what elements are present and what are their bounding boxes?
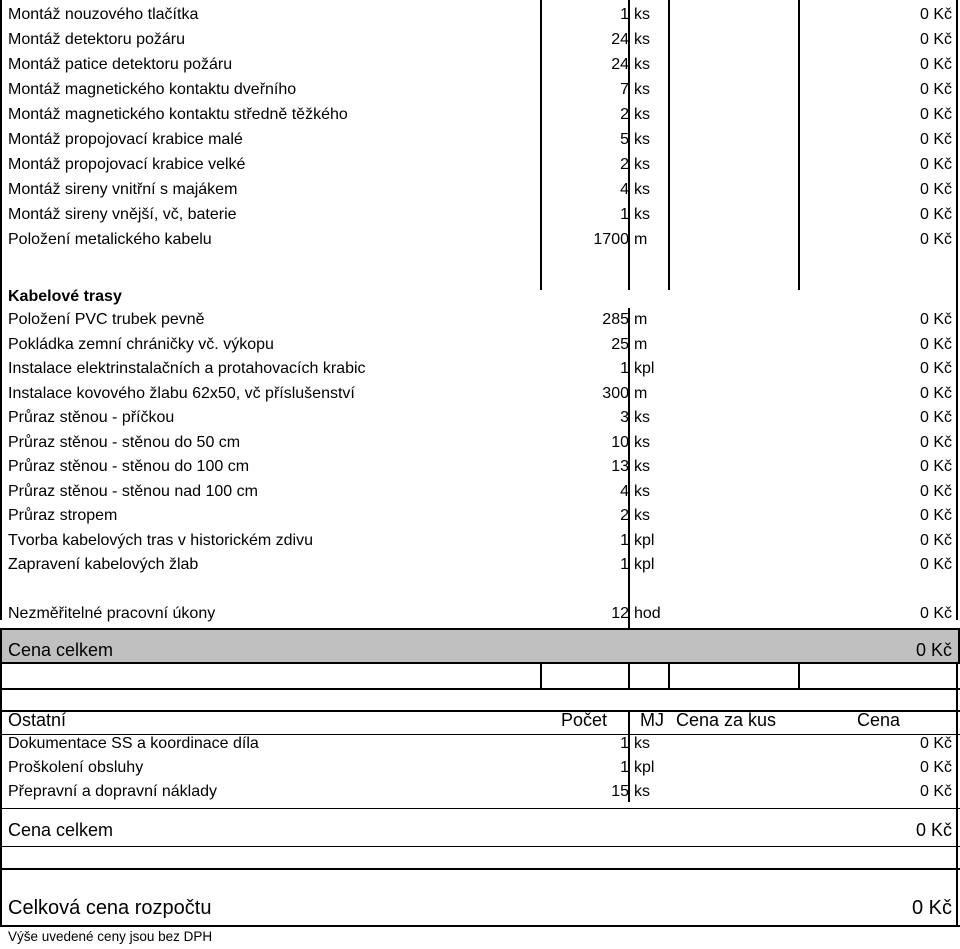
item-qty: 12 — [611, 605, 629, 622]
item-price: 0 Kč — [919, 311, 952, 328]
item-qty: 1 — [620, 6, 629, 23]
table-row — [0, 181, 960, 206]
item-unit: ks — [634, 507, 650, 524]
item-price: 0 Kč — [919, 409, 952, 426]
total-value: 0 Kč — [915, 820, 952, 840]
item-unit: m — [634, 311, 648, 328]
item-price: 0 Kč — [919, 181, 952, 198]
item-unit: kpl — [634, 759, 655, 776]
item-name: Montáž patice detektoru požáru — [8, 56, 233, 73]
item-price: 0 Kč — [919, 156, 952, 173]
total-row — [0, 820, 960, 844]
item-name: Instalace kovového žlabu 62x50, vč příslušenství — [8, 384, 355, 402]
item-name: Přepravní a dopravní náklady — [8, 783, 218, 800]
item-name: Montáž propojovací krabice velké — [8, 156, 246, 173]
total-label: Cena celkem — [8, 640, 114, 660]
item-unit: hod — [634, 605, 661, 622]
item-qty: 25 — [611, 335, 629, 353]
table-row — [0, 556, 960, 581]
table-row — [0, 131, 960, 156]
item-price: 0 Kč — [919, 458, 952, 475]
item-price: 0 Kč — [919, 81, 952, 98]
item-unit: ks — [634, 56, 650, 73]
item-name: Montáž propojovací krabice malé — [8, 131, 243, 148]
table-row — [0, 56, 960, 81]
table-row — [0, 483, 960, 508]
item-name: Montáž sireny vnitřní s majákem — [8, 181, 238, 198]
item-name: Tvorba kabelových tras v historickém zdivu — [8, 531, 313, 549]
item-price: 0 Kč — [919, 384, 952, 402]
table-row — [0, 360, 960, 385]
item-unit: ks — [634, 482, 650, 500]
divider — [0, 925, 960, 927]
item-qty: 1 — [620, 735, 629, 752]
total-value: 0 Kč — [915, 640, 952, 660]
item-unit: ks — [634, 6, 650, 23]
table-row — [0, 532, 960, 557]
item-price: 0 Kč — [919, 6, 952, 23]
item-unit: ks — [634, 131, 650, 148]
column-rule — [798, 664, 800, 688]
item-price: 0 Kč — [919, 735, 952, 752]
grand-total-label: Celková cena rozpočtu — [8, 897, 212, 919]
item-qty: 1 — [620, 759, 629, 776]
table-row — [0, 231, 960, 256]
column-rule — [540, 664, 542, 688]
item-unit: ks — [634, 31, 650, 48]
table-row — [0, 783, 960, 807]
item-name: Montáž detektoru požáru — [8, 31, 185, 48]
item-qty: 13 — [611, 458, 629, 475]
item-name: Montáž nouzového tlačítka — [8, 6, 199, 23]
item-price: 0 Kč — [919, 531, 952, 549]
table-row — [0, 31, 960, 56]
item-qty: 2 — [620, 156, 629, 173]
divider — [0, 846, 960, 847]
item-name: Proškolení obsluhy — [8, 759, 144, 776]
item-price: 0 Kč — [919, 335, 952, 353]
item-name: Montáž magnetického kontaktu středně těžkého — [8, 106, 348, 123]
grand-total-value: 0 Kč — [911, 897, 952, 919]
column-rule — [0, 664, 2, 712]
item-unit: m — [634, 384, 648, 402]
item-unit: ks — [634, 206, 650, 223]
item-price: 0 Kč — [919, 206, 952, 223]
item-unit: ks — [634, 783, 650, 800]
table-row — [0, 409, 960, 434]
item-price: 0 Kč — [919, 759, 952, 776]
item-qty: 1 — [620, 360, 629, 377]
item-unit: ks — [634, 433, 650, 451]
item-qty: 24 — [611, 56, 629, 73]
item-name: Průraz stěnou - stěnou do 100 cm — [8, 458, 250, 475]
item-price: 0 Kč — [919, 605, 952, 622]
table-row — [0, 434, 960, 459]
table-row — [0, 605, 960, 627]
item-unit: ks — [634, 458, 650, 475]
item-unit: ks — [634, 106, 650, 123]
item-price: 0 Kč — [919, 433, 952, 451]
item-qty: 1 — [620, 531, 629, 549]
item-unit: ks — [634, 181, 650, 198]
header-row — [0, 710, 960, 734]
item-unit: ks — [634, 156, 650, 173]
item-unit: kpl — [634, 531, 655, 549]
item-qty: 15 — [611, 783, 629, 800]
column-rule — [668, 664, 670, 688]
item-name: Nezměřitelné pracovní úkony — [8, 605, 216, 622]
item-qty: 1700 — [593, 231, 629, 248]
item-name: Průraz stěnou - stěnou nad 100 cm — [8, 482, 258, 500]
vat-note: Výše uvedené ceny jsou bez DPH — [8, 929, 213, 944]
column-rule — [956, 664, 958, 712]
item-unit: m — [634, 335, 648, 353]
table-row — [0, 6, 960, 31]
table-row — [0, 385, 960, 410]
divider — [0, 688, 960, 690]
item-unit: ks — [634, 409, 650, 426]
table-row — [0, 106, 960, 131]
item-qty: 1 — [620, 556, 629, 573]
item-unit: kpl — [634, 360, 655, 377]
item-price: 0 Kč — [919, 106, 952, 123]
item-name: Pokládka zemní chráničky vč. výkopu — [8, 335, 274, 353]
table-row — [0, 206, 960, 231]
column-rule — [628, 664, 630, 688]
item-qty: 5 — [620, 131, 629, 148]
item-qty: 1 — [620, 206, 629, 223]
col-header-unit-price: Cena za kus — [676, 710, 777, 730]
item-price: 0 Kč — [919, 360, 952, 377]
table-row — [0, 336, 960, 361]
table-row — [0, 507, 960, 532]
item-name: Instalace elektrinstalačních a protahovacích krabic — [8, 360, 366, 377]
item-name: Průraz stěnou - příčkou — [8, 409, 175, 426]
item-qty: 300 — [602, 384, 629, 402]
item-qty: 4 — [620, 482, 629, 500]
item-qty: 3 — [620, 409, 629, 426]
item-qty: 7 — [620, 81, 629, 98]
table-row — [0, 311, 960, 336]
col-header-price: Cena — [857, 710, 901, 730]
item-unit: m — [634, 231, 648, 248]
item-name: Zapravení kabelových žlab — [8, 556, 199, 573]
item-price: 0 Kč — [919, 131, 952, 148]
item-unit: ks — [634, 735, 650, 752]
table-row — [0, 458, 960, 483]
item-price: 0 Kč — [919, 231, 952, 248]
item-name: Průraz stěnou - stěnou do 50 cm — [8, 433, 241, 451]
table-row — [0, 735, 960, 759]
item-name: Montáž sireny vnější, vč, baterie — [8, 206, 237, 223]
col-header-qty: Počet — [561, 710, 608, 730]
grand-total-row — [0, 897, 960, 923]
col-header-unit: MJ — [640, 710, 664, 730]
divider — [0, 808, 960, 809]
item-qty: 285 — [602, 311, 629, 328]
table-row — [0, 156, 960, 181]
section-heading-row — [0, 288, 960, 310]
table-row — [0, 81, 960, 106]
item-price: 0 Kč — [919, 56, 952, 73]
item-name: Montáž magnetického kontaktu dveřního — [8, 81, 297, 98]
item-qty: 2 — [620, 507, 629, 524]
item-price: 0 Kč — [919, 31, 952, 48]
item-name: Průraz stropem — [8, 507, 118, 524]
item-qty: 4 — [620, 181, 629, 198]
total-row — [0, 640, 960, 664]
item-qty: 2 — [620, 106, 629, 123]
item-name: Dokumentace SS a koordinace díla — [8, 735, 259, 752]
item-unit: kpl — [634, 556, 655, 573]
item-price: 0 Kč — [919, 783, 952, 800]
item-price: 0 Kč — [919, 507, 952, 524]
item-qty: 24 — [611, 31, 629, 48]
item-name: Položení PVC trubek pevně — [8, 311, 205, 328]
item-unit: ks — [634, 81, 650, 98]
item-name: Položení metalického kabelu — [8, 231, 212, 248]
divider — [0, 868, 960, 870]
col-header-name: Ostatní — [8, 710, 67, 730]
table-row — [0, 759, 960, 783]
item-qty: 10 — [611, 433, 629, 451]
section-heading: Kabelové trasy — [8, 288, 122, 305]
total-label: Cena celkem — [8, 820, 114, 840]
item-price: 0 Kč — [919, 482, 952, 500]
item-price: 0 Kč — [919, 556, 952, 573]
